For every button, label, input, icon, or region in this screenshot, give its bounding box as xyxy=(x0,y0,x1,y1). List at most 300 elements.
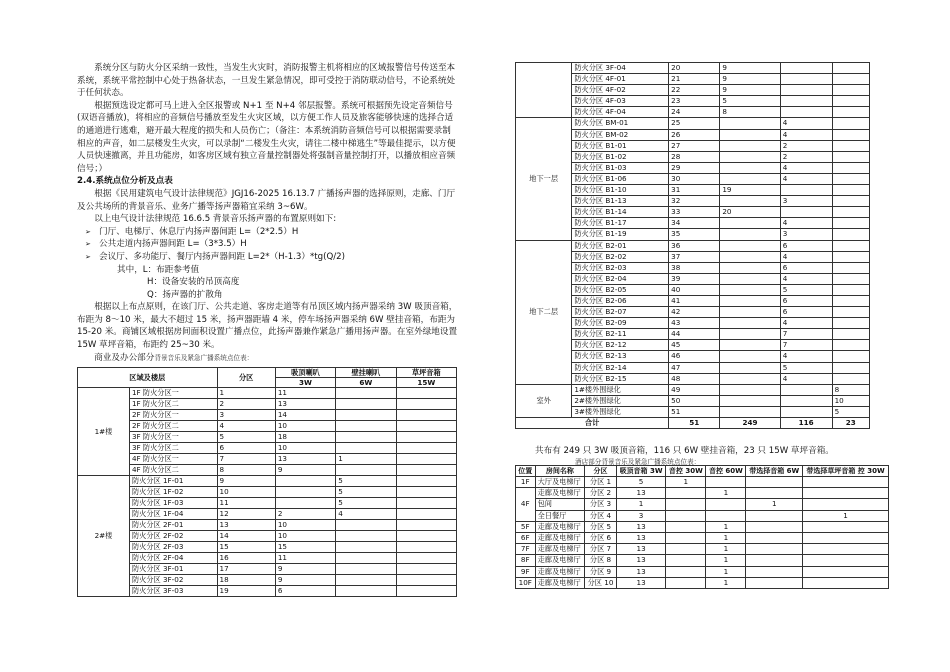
table-cell xyxy=(803,477,889,488)
table-cell xyxy=(666,577,706,588)
table-cell: 分区 4 xyxy=(585,510,617,521)
table-cell xyxy=(336,432,396,443)
table-cell: 2F 防火分区二 xyxy=(129,421,217,432)
table-cell: 13 xyxy=(616,488,665,499)
table-cell: 分区 5 xyxy=(585,521,617,532)
table-row xyxy=(516,544,889,555)
group-label-cell: 室外 xyxy=(516,384,572,417)
table-cell xyxy=(396,421,456,432)
table-cell: 分区 9 xyxy=(585,566,617,577)
section-heading: 2.4.系统点位分析及点表 xyxy=(77,176,173,187)
table-cell xyxy=(720,384,780,395)
table-cell: 35 xyxy=(669,229,720,240)
header-zone: 分区 xyxy=(217,368,275,388)
table-cell: 1 xyxy=(746,499,803,510)
table-cell: 50 xyxy=(669,395,720,406)
bullet-list xyxy=(77,226,459,264)
table-row xyxy=(78,509,457,520)
table-cell xyxy=(336,465,396,476)
table-cell xyxy=(396,531,456,542)
table-row xyxy=(516,566,889,577)
header-lawn: 草坪音箱 xyxy=(396,368,456,378)
table-cell: 18 xyxy=(275,432,335,443)
table-cell: 1 xyxy=(706,533,746,544)
table-cell: 防火分区 B2-02 xyxy=(572,251,669,262)
paragraph-2: 根据预选设定都可马上进入全区报警或 N+1 至 N+4 邻层报警。系统可根据预先设定音频信号(双语音播放)，将相应的音频信号播放至发生火灾区域，以方便工作人员及旅客能够快速的选择合适的通道进行逃难，避开最大程度的损失和人员伤亡；（备注：本系统消防音频信号可以根据需要录制相应的声音，如二层楼发生火灾，可以录制“二楼发生火灾，请往二楼中梯逃生”等最佳提示，以方便人员快速撤离，并且功能房，如客房区域有独立音量控制器处将强制音量控制打开，以播放相应音频信号；） xyxy=(77,100,456,174)
table-cell: 14 xyxy=(217,531,275,542)
table-cell: 3F 防火分区二 xyxy=(129,443,217,454)
table-cell: 15 xyxy=(217,542,275,553)
table-cell: 防火分区 B2-03 xyxy=(572,262,669,273)
table-cell: 41 xyxy=(669,295,720,306)
table-cell: 5 xyxy=(336,498,396,509)
table-cell xyxy=(832,118,869,129)
table-cell: 10 xyxy=(275,443,335,454)
table-row xyxy=(78,553,457,564)
points-table-1 xyxy=(77,367,457,597)
table-body xyxy=(516,477,889,589)
table-cell xyxy=(396,509,456,520)
hotel-points-table xyxy=(515,465,889,589)
table-cell xyxy=(720,229,780,240)
total-cell: 23 xyxy=(832,418,869,429)
table-cell: 21 xyxy=(669,74,720,85)
table-cell xyxy=(336,553,396,564)
table-cell: 22 xyxy=(669,85,720,96)
header-6w: 6W xyxy=(336,378,396,388)
table-row xyxy=(78,575,457,586)
table-cell xyxy=(666,544,706,555)
table-cell xyxy=(803,533,889,544)
table-cell: 4F xyxy=(516,488,536,522)
table-cell xyxy=(803,521,889,532)
table-cell: 4 xyxy=(780,118,832,129)
table-cell: 6 xyxy=(780,240,832,251)
table-cell: 1 xyxy=(706,521,746,532)
table-cell: 7F xyxy=(516,544,536,555)
table-cell: 2 xyxy=(780,151,832,162)
table-cell: 5 xyxy=(336,487,396,498)
table-cell: 8 xyxy=(720,107,780,118)
table-cell xyxy=(832,351,869,362)
table-cell: 5 xyxy=(616,477,665,488)
table-cell xyxy=(720,118,780,129)
group-label-cell: 地下一层 xyxy=(516,118,572,240)
legend-line: 其中，L：布距参考值 xyxy=(117,264,200,275)
table-cell: 43 xyxy=(669,318,720,329)
table-cell: 分区 2 xyxy=(585,488,617,499)
table-cell: 防火分区 B1-13 xyxy=(572,196,669,207)
table-cell: 分区 8 xyxy=(585,555,617,566)
table-cell: 9 xyxy=(720,74,780,85)
table-cell: 13 xyxy=(616,544,665,555)
table-cell: 6 xyxy=(780,307,832,318)
table-cell: 5 xyxy=(780,362,832,373)
table-cell xyxy=(832,207,869,218)
table-cell: 防火分区 B2-12 xyxy=(572,340,669,351)
table-cell: 2 xyxy=(217,399,275,410)
table-cell xyxy=(780,384,832,395)
table-cell xyxy=(780,185,832,196)
table-cell: 10 xyxy=(275,531,335,542)
table-cell: 26 xyxy=(669,129,720,140)
table-cell xyxy=(396,443,456,454)
paragraph-4: 以上电气设计法律规范 16.6.5 背景音乐扬声器的布置原则如下: xyxy=(94,214,337,225)
table-cell xyxy=(780,107,832,118)
legend-line: Q：扬声器的扩散角 xyxy=(147,289,223,300)
header-ceiling: 吸顶喇叭 xyxy=(275,368,335,378)
table-cell: 37 xyxy=(669,251,720,262)
table-cell: 防火分区 2F-01 xyxy=(129,520,217,531)
table-cell: 4 xyxy=(780,251,832,262)
table-cell xyxy=(275,487,335,498)
table-cell xyxy=(832,218,869,229)
table-cell: 防火分区 B1-01 xyxy=(572,140,669,151)
table-cell xyxy=(832,173,869,184)
table-cell: 20 xyxy=(720,207,780,218)
table-cell xyxy=(746,544,803,555)
table-cell xyxy=(803,488,889,499)
table-cell xyxy=(720,395,780,406)
paragraph-5: 根据以上布点原则，在该门厅、公共走道、客房走道等有吊顶区域内扬声器采纳 3W 吸顶音箱，布距为 8～10 米，最大不超过 15 米，扬声器距墙 4 米，停车场扬声器采纳 6W 壁挂音箱，布距为 15-20 米。商铺区域根据房间面积设置广播点位，此扬声器兼作紧急广播用扬声器。在室外绿地设置 15W 草坪音箱，布距约 25~30 米。 xyxy=(77,302,458,351)
table-cell xyxy=(396,487,456,498)
table-cell: 防火分区 3F-01 xyxy=(129,564,217,575)
table-cell: 防火分区 3F-03 xyxy=(129,586,217,597)
table-header-row xyxy=(516,466,889,477)
points-table-2 xyxy=(515,62,870,429)
total-cell: 249 xyxy=(720,418,780,429)
table-cell: 49 xyxy=(669,384,720,395)
table-row xyxy=(78,410,457,421)
table-cell xyxy=(720,295,780,306)
table-cell xyxy=(396,586,456,597)
table-cell: 防火分区 1F-04 xyxy=(129,509,217,520)
table-cell xyxy=(706,477,746,488)
table-cell: 24 xyxy=(669,107,720,118)
table-cell xyxy=(396,399,456,410)
table-cell xyxy=(720,351,780,362)
table-cell: 6 xyxy=(780,262,832,273)
table-cell: 1F 防火分区二 xyxy=(129,399,217,410)
header-3w: 3W xyxy=(275,378,335,388)
table-row xyxy=(516,118,870,129)
table-cell: 6 xyxy=(275,586,335,597)
table-row xyxy=(78,476,457,487)
table-cell: 防火分区 B1-10 xyxy=(572,185,669,196)
table-cell xyxy=(336,575,396,586)
table-cell: 5F xyxy=(516,521,536,532)
table-cell: 防火分区 3F-04 xyxy=(572,63,669,74)
table-cell: 38 xyxy=(669,262,720,273)
table-cell: 11 xyxy=(275,553,335,564)
table-row xyxy=(78,520,457,531)
table-cell: 防火分区 2F-02 xyxy=(129,531,217,542)
bullet-item: ➢ 门厅、电梯厅、休息厅内扬声器间距 L=（2*2.5）H xyxy=(85,226,299,237)
table-row xyxy=(78,432,457,443)
table-cell xyxy=(336,586,396,597)
table-cell: 防火分区 B1-19 xyxy=(572,229,669,240)
table-row xyxy=(516,533,889,544)
table-caption: 背景音乐及紧急广播系统点位表： xyxy=(154,353,254,362)
table-cell: 1 xyxy=(616,499,665,510)
table-cell: 5 xyxy=(832,406,869,417)
table-cell: 3#楼外围绿化 xyxy=(572,406,669,417)
arrow-bullet-icon: ➢ xyxy=(85,252,91,261)
table-cell: 13 xyxy=(275,454,335,465)
table-cell: 31 xyxy=(669,185,720,196)
table-cell: 10 xyxy=(275,520,335,531)
table-cell xyxy=(720,273,780,284)
table-cell: 11 xyxy=(275,388,335,399)
table-cell: 40 xyxy=(669,284,720,295)
table-cell xyxy=(746,510,803,521)
table-row xyxy=(78,388,457,399)
table-cell xyxy=(720,151,780,162)
table-row xyxy=(78,564,457,575)
header-cell: 音控 60W xyxy=(706,466,746,477)
table-cell: 1 xyxy=(706,577,746,588)
table-cell xyxy=(396,476,456,487)
table-cell xyxy=(832,318,869,329)
table-cell xyxy=(336,564,396,575)
table-cell xyxy=(832,262,869,273)
table-cell: 1 xyxy=(666,477,706,488)
table-cell xyxy=(746,577,803,588)
table-cell xyxy=(720,173,780,184)
table-cell: 防火分区 2F-03 xyxy=(129,542,217,553)
table-row xyxy=(516,521,889,532)
table-cell: 防火分区 B1-02 xyxy=(572,151,669,162)
table-cell: 9 xyxy=(275,564,335,575)
table-cell xyxy=(336,388,396,399)
arrow-bullet-icon: ➢ xyxy=(85,240,91,249)
table-cell: 分区 3 xyxy=(585,499,617,510)
total-cell: 51 xyxy=(669,418,720,429)
table-cell xyxy=(832,373,869,384)
table-row xyxy=(516,499,889,510)
table-cell: 3 xyxy=(780,229,832,240)
table-cell: 大厅及电梯厅 xyxy=(535,477,585,488)
table-row xyxy=(516,384,870,395)
table-cell: 4 xyxy=(780,218,832,229)
table-cell xyxy=(336,410,396,421)
table-cell: 防火分区 B2-11 xyxy=(572,329,669,340)
table-cell: 30 xyxy=(669,173,720,184)
table-cell: 12 xyxy=(217,509,275,520)
table-row xyxy=(78,586,457,597)
table-cell: 7 xyxy=(780,329,832,340)
table-cell: 20 xyxy=(669,63,720,74)
table-cell: 13 xyxy=(616,577,665,588)
table-row xyxy=(516,240,870,251)
table-cell: 1F 防火分区一 xyxy=(129,388,217,399)
bullet-item: ➢ 会议厅、多功能厅、餐厅内扬声器间距 L=2*（H-1.3）*tg(Q/2) xyxy=(85,251,345,262)
header-cell: 位置 xyxy=(516,466,536,477)
table-cell xyxy=(832,273,869,284)
table-cell: 15 xyxy=(275,542,335,553)
table-cell: 4 xyxy=(780,273,832,284)
table-cell: 防火分区 B2-04 xyxy=(572,273,669,284)
table-cell: 47 xyxy=(669,362,720,373)
table-body xyxy=(78,388,457,597)
table-cell: 39 xyxy=(669,273,720,284)
table-cell: 防火分区 1F-01 xyxy=(129,476,217,487)
paragraph-3: 根据《民用建筑电气设计法律规范》JGJ16-2025 16.13.7 广播扬声器的选择原则，走廊、门厅及公共场所的背景音乐、业务广播等扬声器箱宜采纳 3~6W。 xyxy=(77,188,456,212)
table-cell xyxy=(396,454,456,465)
table-cell: 9 xyxy=(720,63,780,74)
table-cell: 8 xyxy=(217,465,275,476)
table-cell: 走廊及电梯厅 xyxy=(535,533,585,544)
table-cell: 防火分区 BM-02 xyxy=(572,129,669,140)
table-cell: 27 xyxy=(669,140,720,151)
table-cell xyxy=(832,284,869,295)
table-cell: 防火分区 2F-04 xyxy=(129,553,217,564)
table-cell xyxy=(720,406,780,417)
table-cell: 防火分区 B2-14 xyxy=(572,362,669,373)
table-cell: 全日餐厅 xyxy=(535,510,585,521)
table-cell xyxy=(720,307,780,318)
table-cell xyxy=(780,74,832,85)
table-cell: 16 xyxy=(217,553,275,564)
table-cell: 19 xyxy=(217,586,275,597)
table-cell xyxy=(720,240,780,251)
table-cell: 9 xyxy=(275,575,335,586)
table-cell: 防火分区 B2-06 xyxy=(572,295,669,306)
bullet-item: ➢ 公共走道内扬声器间距 L=（3*3.5）H xyxy=(85,239,247,250)
summary-text: 共布有 249 只 3W 吸顶音箱，116 只 6W 壁挂音箱，23 只 15W 草坪音箱。 xyxy=(535,446,834,456)
table-row xyxy=(78,531,457,542)
table-cell xyxy=(336,520,396,531)
table-cell: 45 xyxy=(669,340,720,351)
table-row xyxy=(516,510,889,521)
table-row xyxy=(516,555,889,566)
table-row xyxy=(78,487,457,498)
table-cell: 9 xyxy=(720,85,780,96)
table-cell: 10 xyxy=(832,395,869,406)
table-cell xyxy=(803,544,889,555)
table-row xyxy=(78,454,457,465)
table-cell: 分区 7 xyxy=(585,544,617,555)
table-cell: 走廊及电梯厅 xyxy=(535,555,585,566)
table-cell: 防火分区 B2-07 xyxy=(572,307,669,318)
table-cell xyxy=(832,162,869,173)
table-cell xyxy=(832,96,869,107)
table-cell: 13 xyxy=(275,399,335,410)
table-cell xyxy=(666,499,706,510)
table-cell xyxy=(666,488,706,499)
table-cell: 10 xyxy=(217,487,275,498)
table-cell: 走廊及电梯厅 xyxy=(535,488,585,499)
table-cell xyxy=(720,218,780,229)
table-cell xyxy=(396,520,456,531)
table-cell: 10 xyxy=(275,421,335,432)
table-cell: 4 xyxy=(780,373,832,384)
table-cell xyxy=(780,207,832,218)
table-cell: 44 xyxy=(669,329,720,340)
table-cell xyxy=(666,555,706,566)
table-cell: 13 xyxy=(616,521,665,532)
table-cell xyxy=(832,129,869,140)
table-cell xyxy=(396,388,456,399)
table-cell: 3 xyxy=(217,410,275,421)
table-cell xyxy=(720,140,780,151)
arrow-bullet-icon: ➢ xyxy=(85,227,91,236)
table-cell: 防火分区 1F-03 xyxy=(129,498,217,509)
table-cell xyxy=(275,498,335,509)
table-cell xyxy=(746,566,803,577)
table-cell xyxy=(336,531,396,542)
table-cell xyxy=(832,74,869,85)
table-cell: 4 xyxy=(780,351,832,362)
table-cell: 分区 6 xyxy=(585,533,617,544)
table-cell: 5 xyxy=(720,96,780,107)
table-row xyxy=(78,498,457,509)
table-cell xyxy=(832,85,869,96)
left-column xyxy=(77,62,459,364)
table-cell: 4 xyxy=(336,509,396,520)
table-cell xyxy=(666,533,706,544)
table-cell xyxy=(746,555,803,566)
table-cell: 13 xyxy=(616,555,665,566)
table-cell: 13 xyxy=(616,533,665,544)
table-row xyxy=(78,421,457,432)
table-cell xyxy=(720,362,780,373)
table-cell: 5 xyxy=(217,432,275,443)
table-cell: 防火分区 B2-15 xyxy=(572,373,669,384)
table-cell: 3 xyxy=(616,510,665,521)
table-row xyxy=(516,488,889,499)
table-cell xyxy=(832,307,869,318)
table-cell: 18 xyxy=(217,575,275,586)
table-cell: 7 xyxy=(217,454,275,465)
table-cell: 4F 防火分区二 xyxy=(129,465,217,476)
table-cell xyxy=(720,340,780,351)
table-cell: 2#楼外围绿化 xyxy=(572,395,669,406)
table-cell xyxy=(803,566,889,577)
table-cell: 1F xyxy=(516,477,536,488)
table-cell: 3 xyxy=(780,196,832,207)
table-cell: 1 xyxy=(803,510,889,521)
header-wall: 壁挂喇叭 xyxy=(336,368,396,378)
header-cell: 带选择草坪音箱 控 30W xyxy=(803,466,889,477)
table-cell xyxy=(832,185,869,196)
table-row xyxy=(78,542,457,553)
table-cell: 33 xyxy=(669,207,720,218)
table-cell xyxy=(746,521,803,532)
table-cell xyxy=(720,196,780,207)
table-cell xyxy=(720,262,780,273)
table-cell xyxy=(666,521,706,532)
table-cell: 分区 1 xyxy=(585,477,617,488)
table-cell xyxy=(780,85,832,96)
group-label-cell xyxy=(516,63,572,118)
table-cell: 2 xyxy=(275,509,335,520)
table-cell: 防火分区 B2-13 xyxy=(572,351,669,362)
group-label-cell: 1#楼 xyxy=(78,388,130,476)
table-cell xyxy=(275,476,335,487)
table-cell: 11 xyxy=(217,498,275,509)
header-cell: 房间名称 xyxy=(535,466,585,477)
table-cell: 4 xyxy=(780,318,832,329)
table-cell: 10F xyxy=(516,577,536,588)
table-cell xyxy=(396,553,456,564)
total-row xyxy=(516,418,870,429)
table-cell: 1 xyxy=(336,454,396,465)
table-cell: 1 xyxy=(706,566,746,577)
table-cell: 28 xyxy=(669,151,720,162)
table-cell: 5 xyxy=(336,476,396,487)
table-cell: 防火分区 B2-01 xyxy=(572,240,669,251)
